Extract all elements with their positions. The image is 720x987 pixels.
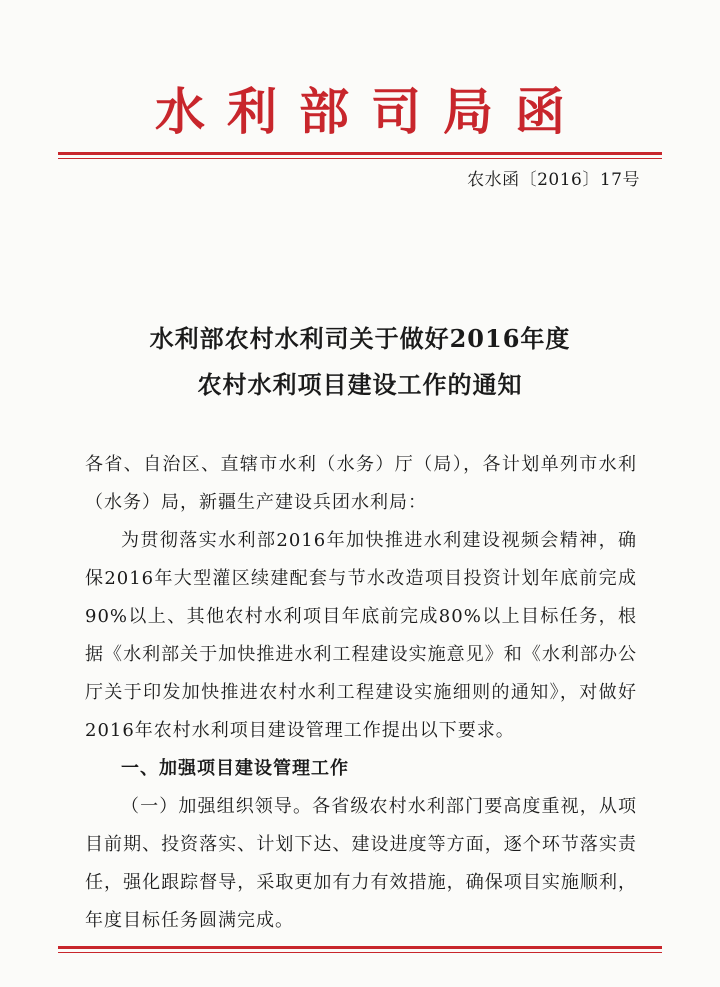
item-paragraph: （一）加强组织领导。各省级农村水利部门要高度重视，从项目前期、投资落实、计划下达、建设进度等方面，逐个环节落实责任，强化跟踪督导，采取更加有力有效措施，确保项目实施顺利，年度目标任务圆满完成。 [85,796,637,931]
document-number: 农水函〔2016〕17号 [467,170,640,190]
document-title-line2: 农村水利项目建设工作的通知 [197,370,523,399]
document-body [85,446,637,940]
document-title-line1: 水利部农村水利司关于做好2016年度 [149,324,571,353]
footer-rule [58,946,662,953]
salutation: 各省、自治区、直辖市水利（水务）厅（局），各计划单列市水利（水务）局，新疆生产建设兵团水利局： [85,454,637,513]
masthead: 水利部司局函 [155,82,587,141]
intro-paragraph: 为贯彻落实水利部2016年加快推进水利建设视频会精神，确保2016年大型灌区续建配套与节水改造项目投资计划年底前完成90%以上、其他农村水利项目年底前完成80%以上目标任务，根据《水利部关于加快推进水利工程建设实施意见》和《水利部办公厅关于印发加快推进农村水利工程建设实施细则的通知》，对做好2016年农村水利项目建设管理工作提出以下要求。 [85,530,637,741]
header-rule [58,152,662,159]
section-heading: 一、加强项目建设管理工作 [121,758,349,779]
